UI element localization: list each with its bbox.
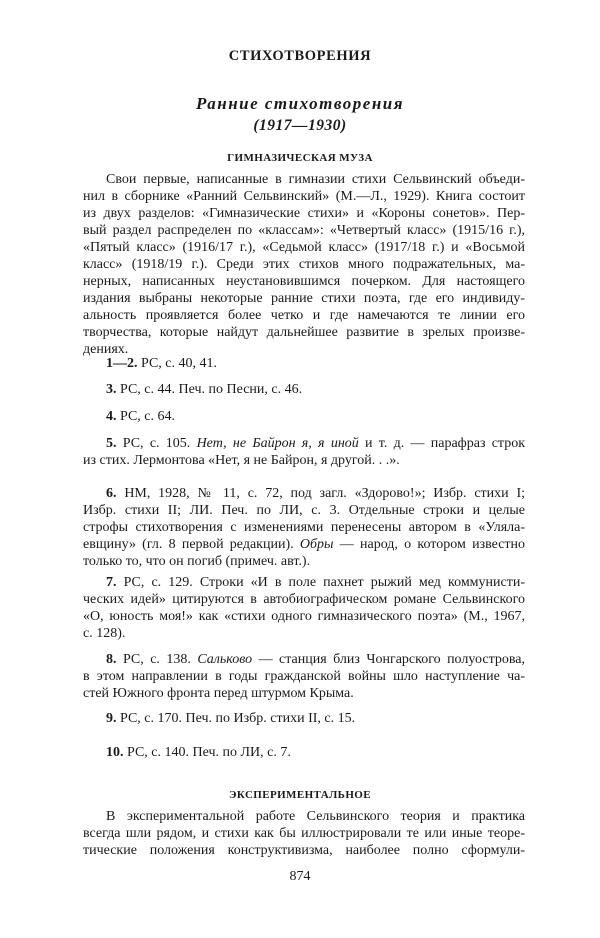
note-number: 7. xyxy=(106,575,117,590)
note-text: РС, с. 105. xyxy=(122,436,191,451)
body-line: В экспериментальной работе Сельвинского теория и практика xyxy=(106,809,525,824)
intro-line: издания выбраны некоторые ранние стихи поэта, где его индивиду- xyxy=(83,291,525,306)
note-line: строфы стихотворения с изменениями перенесены автором в «Уляла- xyxy=(83,520,525,535)
note-line: ческих идей» цитируются в автобиографическом романе Сельвинского xyxy=(83,592,525,607)
intro-line: альность проявляется более четко и где намечаются те линии его xyxy=(83,308,525,323)
note-text: — народ, о котором известно xyxy=(339,537,526,552)
note-4 xyxy=(106,408,525,425)
note-text: РС, с. 140. Печ. по ЛИ, с. 7. xyxy=(127,745,291,760)
chapter-title: Ранние стихотворения xyxy=(196,94,404,113)
intro-line: творчества, которые найдут дальнейшее развитие в зрелых произве- xyxy=(83,325,525,340)
note-quote: Сальково xyxy=(197,652,253,667)
intro-line: «Пятый класс» (1916/17 г.), «Седьмой класс» (1917/18 г.) и «Восьмой xyxy=(83,240,525,255)
body-line: тические положения конструктивизма, наиболее полно сформули- xyxy=(83,843,525,858)
note-line: «О, юность моя!» как «стихи одного гимназического поэта» (М., 1967, xyxy=(83,609,525,624)
note-line: только то, что он погиб (примеч. авт.). xyxy=(83,554,311,569)
intro-line: из двух разделов: «Гимназические стихи» и «Короны сонетов». Пер- xyxy=(83,206,525,221)
page-number: 874 xyxy=(289,869,311,884)
note-line: из стих. Лермонтова «Нет, я не Байрон, я другой. . .». xyxy=(83,453,400,468)
note-line: с. 128). xyxy=(83,626,126,641)
note-9 xyxy=(106,710,525,727)
note-line: Избр. стихи II; ЛИ. Печ. по ЛИ, с. 3. Отдельные строки и целые xyxy=(83,503,525,518)
note-text: РС, с. 44. Печ. по Песни, с. 46. xyxy=(120,382,303,397)
note-text: РС, с. 129. Строки «И в поле пахнет рыжий мед коммунисти- xyxy=(123,575,526,590)
note-number: 3. xyxy=(106,382,117,397)
note-number: 10. xyxy=(106,745,124,760)
note-line xyxy=(106,574,525,591)
intro-line: вый раздел распределен по «классам»: «Четвертый класс» (1915/16 г.), xyxy=(83,223,525,238)
note-text: — станция близ Чонгарского полуострова, xyxy=(258,652,526,667)
note-10 xyxy=(106,744,525,761)
note-line: стей Южного фронта перед штурмом Крыма. xyxy=(83,686,354,701)
note-line xyxy=(106,485,525,502)
note-text: РС, с. 138. xyxy=(122,652,191,667)
section-heading-gymnasium: ГИМНАЗИЧЕСКАЯ МУЗА xyxy=(227,152,373,164)
intro-line: нерных, написанных неустановившимся почерком. Для настоящего xyxy=(83,274,525,289)
note-3 xyxy=(106,381,525,398)
note-number: 5. xyxy=(106,436,117,451)
note-text: евщину» (гл. 8 первой редакции). xyxy=(83,537,294,552)
intro-line: нил в сборнике «Ранний Сельвинский» (М.—Л., 1929). Книга состоит xyxy=(83,189,525,204)
note-quote: Нет, не Байрон я, я иной xyxy=(196,436,359,451)
note-line xyxy=(106,651,525,668)
note-text: РС, с. 170. Печ. по Избр. стихи II, с. 15. xyxy=(120,711,356,726)
intro-line: класс» (1918/19 г.). Среди этих стихов много подражательных, ма- xyxy=(83,257,525,272)
note-text: и т. д. — парафраз строк xyxy=(365,436,526,451)
intro-line: дениях. xyxy=(83,342,129,357)
note-number: 1—2. xyxy=(106,356,138,371)
chapter-years: (1917—1930) xyxy=(253,117,347,134)
note-line xyxy=(106,435,525,452)
note-number: 9. xyxy=(106,711,117,726)
note-text: РС, с. 64. xyxy=(120,409,176,424)
note-line xyxy=(83,536,525,553)
note-text: РС, с. 40, 41. xyxy=(141,356,218,371)
note-quote: Обры xyxy=(299,537,334,552)
intro-line: Свои первые, написанные в гимназии стихи Сельвинский объеди- xyxy=(106,172,525,187)
note-number: 4. xyxy=(106,409,117,424)
body-line: всегда шли рядом, и стихи как бы иллюстрировали те или иные теоре- xyxy=(83,826,525,841)
note-1-2 xyxy=(106,355,525,372)
section-heading-experimental: ЭКСПЕРИМЕНТАЛЬНОЕ xyxy=(228,789,371,801)
note-number: 8. xyxy=(106,652,117,667)
note-line: в этом направлении в годы гражданской войны шло наступление ча- xyxy=(83,669,525,684)
page-title: СТИХОТВОРЕНИЯ xyxy=(228,48,372,64)
note-number: 6. xyxy=(106,486,117,501)
note-text: НМ, 1928, № 11, с. 72, под загл. «Здорово!»; Избр. стихи I; xyxy=(124,486,526,501)
